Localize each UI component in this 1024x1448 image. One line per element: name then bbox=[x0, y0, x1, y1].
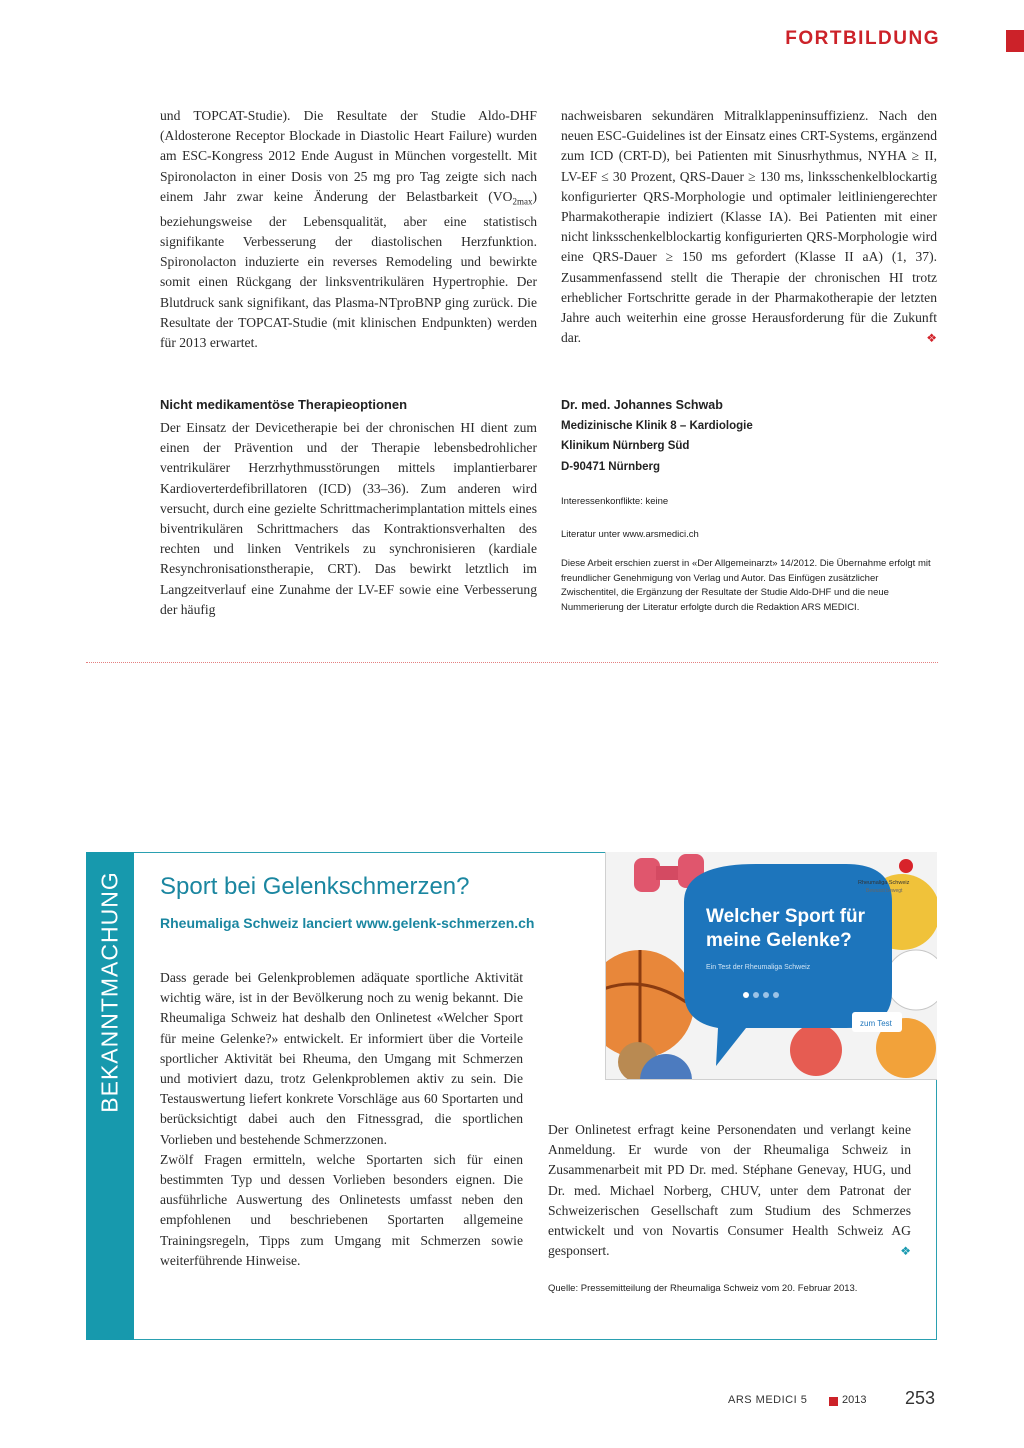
author-name: Dr. med. Johannes Schwab bbox=[561, 398, 723, 412]
announcement-paragraph-2: Zwölf Fragen ermitteln, welche Sportarten sich für einen bestimmten Typ und dessen Vorlieben besonders eignen. Die ausführliche Auswertung des Onlinetests umfasst neben den empfohlenen und beschriebenen Sportarten allgemeine Trainingsregeln, Tipps zum Umgang mit Schmerzen sowie weiterführende Hinweise. bbox=[160, 1151, 523, 1268]
author-address: D-90471 Nürnberg bbox=[561, 461, 661, 473]
paragraph-text-part2: ) beziehungsweise der Lebensqualität, aber eine statistisch signifikante Verbesserung der diastolischen Herzfunktion. Spironolacton induzierte ein reverses Remodeling und bewirkte somit einen Rückgang der linksventrikulären Hypertrophie. Der Blutdruck sank signifikant, das Plasma-NTproBNP ging zurück. Die Resultate der TOPCAT-Studie (mit klinischen Endpunkten) werden für 2013 erwartet. bbox=[160, 188, 537, 350]
bubble-title-line1: Welcher Sport für bbox=[706, 906, 866, 927]
bubble-title-line2: meine Gelenke? bbox=[706, 930, 852, 951]
vo2max-subscript: 2max bbox=[512, 196, 533, 207]
announcement-label bbox=[86, 852, 134, 1340]
announcement-subtitle: Rheumaliga Schweiz lanciert www.gelenk-schmerzen.ch bbox=[160, 915, 535, 931]
literature-note: Literatur unter www.arsmedici.ch bbox=[561, 529, 699, 540]
article-paragraph-devices bbox=[160, 418, 537, 620]
device-paragraph-text: Der Einsatz der Devicetherapie bei der chronischen HI dient zum einen der Prävention und der Therapie lebensbedrohlicher ventrikulärer Herzrhythmusstörungen mittels implantierbarer Kardioverterdefibrillatoren (ICD) (33–36). Zum anderen wird versucht, durch eine gezielte Schrittmacherimplantation mittels eines biventrikulären Schrittmachers das Kontraktionsverhalten des rechten und linken Ventrikels zu synchronisieren (kardiale Resynchronisationstherapie, CRT). Das bewirkt letztlich im Langzeitverlauf eine Zunahme der LV-EF sowie eine Verbesserung der häufig bbox=[160, 420, 537, 617]
ball-icon bbox=[790, 1024, 842, 1076]
article-column-right bbox=[561, 106, 937, 348]
paragraph-3-text: Der Onlinetest erfragt keine Personendaten und verlangt keine Anmeldung. Er wurde von der Rheumaliga Schweiz in Zusammenarbeit mit PD Dr. med. Stéphane Genevay, HUG, und Dr. med. Michael Norberg, CHUV, unter dem Patronat der Schweizerischen Gesellschaft zum Studium des Schmerzes entwickelt und von Novartis Consumer Health Schweiz AG gesponsert. bbox=[548, 1122, 911, 1259]
announcement-source: Quelle: Pressemitteilung der Rheumaliga Schweiz vom 20. Februar 2013. bbox=[548, 1283, 858, 1294]
announcement-column-right bbox=[548, 1120, 911, 1261]
campaign-illustration bbox=[605, 852, 937, 1080]
section-divider bbox=[86, 662, 938, 663]
footer-year: 2013 bbox=[842, 1394, 867, 1406]
carousel-dot bbox=[763, 992, 769, 998]
subheading: Nicht medikamentöse Therapieoptionen bbox=[160, 397, 408, 412]
bubble-subtitle: Ein Test der Rheumaliga Schweiz bbox=[706, 964, 811, 971]
section-marker bbox=[1006, 30, 1024, 52]
footer-journal: ARS MEDICI 5 bbox=[728, 1394, 808, 1406]
source-note: Diese Arbeit erschien zuerst in «Der Allgemeinarzt» 14/2012. Die Übernahme erfolgt mit freundlicher Genehmigung von Verlag und Autor. Das Einfügen zusätzlicher Zwischentitel, die Ergänzung der Resultate der Studie Aldo-DHF und die neue Nummerierung der Literatur erfolgte durch die Redaktion ARS MEDICI. bbox=[561, 558, 931, 613]
announcement-column-left bbox=[160, 968, 523, 1271]
logo-text-line1: Rheumaliga Schweiz bbox=[858, 880, 910, 886]
start-test-label: zum Test bbox=[860, 1019, 892, 1028]
footer-separator bbox=[829, 1397, 838, 1406]
carousel-dot bbox=[753, 992, 759, 998]
paragraph-text-part1: und TOPCAT-Studie). Die Resultate der Studie Aldo-DHF (Aldosterone Receptor Blockade in Diastolic Heart Failure) wurden am ESC-Kongress 2012 Ende August in München vorgestellt. Mit Spironolacton in einer Dosis von 25 mg pro Tag zeigte sich nach einem Jahr zwar keine Änderung der Belastbarkeit (VO bbox=[160, 108, 537, 204]
author-affiliation-1: Medizinische Klinik 8 – Kardiologie bbox=[561, 420, 753, 432]
carousel-dot bbox=[743, 992, 749, 998]
conflicts-note: Interessenkonflikte: keine bbox=[561, 496, 669, 507]
campaign-illustration-svg bbox=[606, 852, 937, 1080]
end-mark-icon: ❖ bbox=[900, 1244, 911, 1259]
logo-text-line2: Bewusst bewegt bbox=[866, 888, 903, 894]
announcement-label-text: BEKANNTMACHUNG bbox=[96, 871, 123, 1113]
section-title: FORTBILDUNG bbox=[785, 28, 940, 49]
article-column-left bbox=[160, 106, 537, 353]
page-number: 253 bbox=[905, 1388, 936, 1408]
rheumaliga-logo-icon bbox=[899, 859, 913, 873]
carousel-dot bbox=[773, 992, 779, 998]
article-paragraph-aldo bbox=[160, 106, 537, 353]
announcement-paragraph-3 bbox=[548, 1120, 911, 1261]
article-paragraph-crt bbox=[561, 106, 937, 348]
announcement-paragraph-1: Dass gerade bei Gelenkproblemen adäquate sportliche Aktivität wichtig wäre, ist in der Bevölkerung noch zu wenig bekannt. Die Rheumaliga Schweiz hat deshalb den Onlinetest «Welcher Sport für meine Gelenke?» entwickelt. Er informiert über die Vorteile sportlicher Aktivität bei Rheuma, den Umgang mit Schmerzen und motiviert dazu, trotz Gelenkproblemen aktiv zu sein. Die Testauswertung liefert konkrete Vorschläge aus 60 Sportarten und berücksichtigt dabei auch den Fitnessgrad, die sportlichen Vorlieben und bestehende Schmerzzonen. bbox=[160, 970, 523, 1147]
crt-paragraph-text: nachweisbaren sekundären Mitralklappeninsuffizienz. Nach den neuen ESC-Guidelines ist der Einsatz eines CRT-Systems, ergänzend zum ICD (CRT-D), bei Patienten mit Sinusrhythmus, NYHA ≥ II, LV-EF ≤ 30 Prozent, QRS-Dauer ≥ 130 ms, linksschenkelblockartig konfigurierter QRS-Morphologie und optimaler leitliniengerechter Pharmakotherapie indiziert (Klasse IA). Bei Patienten mit einer nicht linksschenkelblockartig konfigurierten QRS-Morphologie wird eine QRS-Dauer ≥ 150 ms gefordert (Klasse II aA) (1, 37). Zusammenfassend stellt die Therapie der chronischen HI trotz erheblicher Fortschritte gerade in der Pharmakotherapie der letzten Jahre auch weiterhin eine grosse Herausforderung für die Zukunft dar. bbox=[561, 108, 937, 346]
end-mark-icon: ❖ bbox=[926, 331, 937, 346]
announcement-title: Sport bei Gelenkschmerzen? bbox=[160, 873, 470, 900]
author-affiliation-2: Klinikum Nürnberg Süd bbox=[561, 440, 690, 452]
